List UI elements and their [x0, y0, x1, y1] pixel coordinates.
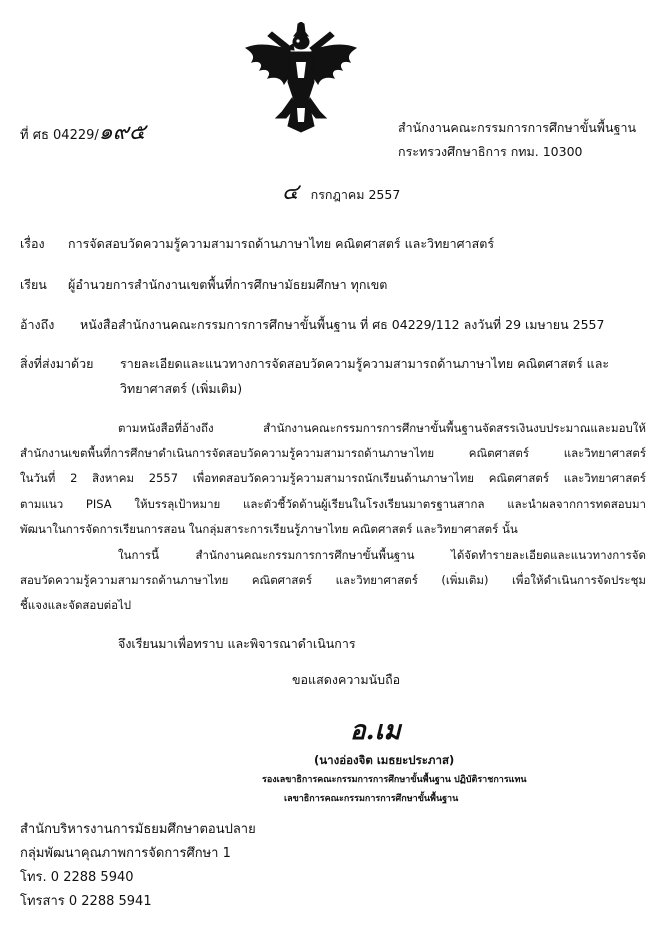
body-paragraph1-line: พัฒนาในการจัดการเรียนการสอน ในกลุ่มสาระการเรียนรู้ภาษาไทย คณิตศาสตร์ และวิทยาศาสตร์ นั้น: [20, 522, 518, 536]
signatory-title-line2: เลขาธิการคณะกรรมการการศึกษาขั้นพื้นฐาน: [284, 794, 459, 804]
body-paragraph2-line: ชี้แจงและจัดสอบต่อไป: [20, 598, 132, 612]
body-paragraph2-line: ในการนี้ สำนักงานคณะกรรมการการศึกษาขั้นพื้นฐาน ได้จัดทำรายละเอียดและแนวทางการจัด: [118, 548, 646, 562]
reference-text: หนังสือสำนักงานคณะกรรมการการศึกษาขั้นพื้นฐาน ที่ ศธ 04229/112 ลงวันที่ 29 เมษายน 2557: [80, 317, 605, 332]
reference-label: อ้างถึง: [20, 317, 55, 332]
footer-phone: โทร. 0 2288 5940: [20, 870, 134, 885]
date-month-year: กรกฎาคม 2557: [310, 187, 401, 202]
footer-department: สำนักบริหารงานการมัธยมศึกษาตอนปลาย: [20, 822, 256, 837]
closing-request: จึงเรียนมาเพื่อทราบ และพิจารณาดำเนินการ: [118, 636, 356, 651]
enclosure-text-line2: วิทยาศาสตร์ (เพิ่มเติม): [120, 381, 243, 396]
office-address-line2: กระทรวงศึกษาธิการ กทม. 10300: [398, 144, 583, 159]
date-day-handwritten: ๔: [282, 180, 299, 205]
recipient-label: เรียน: [20, 277, 47, 292]
subject-text: การจัดสอบวัดความรู้ความสามารถด้านภาษาไทย คณิตศาสตร์ และวิทยาศาสตร์: [68, 236, 495, 251]
body-paragraph1-line: ตามแนว PISA ให้บรรลุเป้าหมาย และตัวชี้วัดด้านผู้เรียนในโรงเรียนมาตรฐานสากล และนำผลจากการทดสอบมา: [20, 497, 646, 511]
body-paragraph2-line: สอบวัดความรู้ความสามารถด้านภาษาไทย คณิตศาสตร์ และวิทยาศาสตร์ (เพิ่มเติม) เพื่อให้ดำเนินการจัดประชุม: [20, 573, 646, 587]
doc-ref-prefix: ที่ ศธ 04229/: [20, 128, 99, 143]
signatory-name: (นางอ่องจิต เมธยะประภาส): [314, 753, 455, 767]
body-paragraph1-line: สำนักงานเขตพื้นที่การศึกษาดำเนินการจัดสอบวัดความรู้ความสามารถด้านภาษาไทย คณิตศาสตร์ และวิทยาศาสตร์: [20, 446, 646, 460]
subject-label: เรื่อง: [20, 236, 45, 251]
enclosure-text-line1: รายละเอียดและแนวทางการจัดสอบวัดความรู้ความสามารถด้านภาษาไทย คณิตศาสตร์ และ: [120, 356, 610, 371]
footer-fax: โทรสาร 0 2288 5941: [20, 894, 152, 909]
enclosure-label: สิ่งที่ส่งมาด้วย: [20, 356, 94, 371]
doc-ref-handwritten: ๑๙๕: [98, 120, 146, 145]
signatory-title-line1: รองเลขาธิการคณะกรรมการการศึกษาขั้นพื้นฐาน ปฏิบัติราชการแทน: [262, 775, 527, 785]
document-date: [282, 174, 400, 209]
garuda-emblem: [238, 22, 364, 134]
footer-group: กลุ่มพัฒนาคุณภาพการจัดการศึกษา 1: [20, 846, 231, 861]
body-paragraph1-line: ในวันที่ 2 สิงหาคม 2557 เพื่อทดสอบวัดความรู้ความสามารถนักเรียนด้านภาษาไทย คณิตศาสตร์ และวิทยาศาสตร์: [20, 471, 646, 485]
document-ref: [20, 114, 146, 149]
body-paragraph1-line: ตามหนังสือที่อ้างถึง สำนักงานคณะกรรมการการศึกษาขั้นพื้นฐานจัดสรรเงินงบประมาณและมอบให้: [118, 421, 646, 435]
recipient-text: ผู้อำนวยการสำนักงานเขตพื้นที่การศึกษามัธยมศึกษา ทุกเขต: [68, 277, 388, 292]
regards: ขอแสดงความนับถือ: [292, 672, 401, 687]
handwritten-signature: อ.เม: [350, 716, 401, 746]
office-address-line1: สำนักงานคณะกรรมการการศึกษาขั้นพื้นฐาน: [398, 120, 637, 135]
